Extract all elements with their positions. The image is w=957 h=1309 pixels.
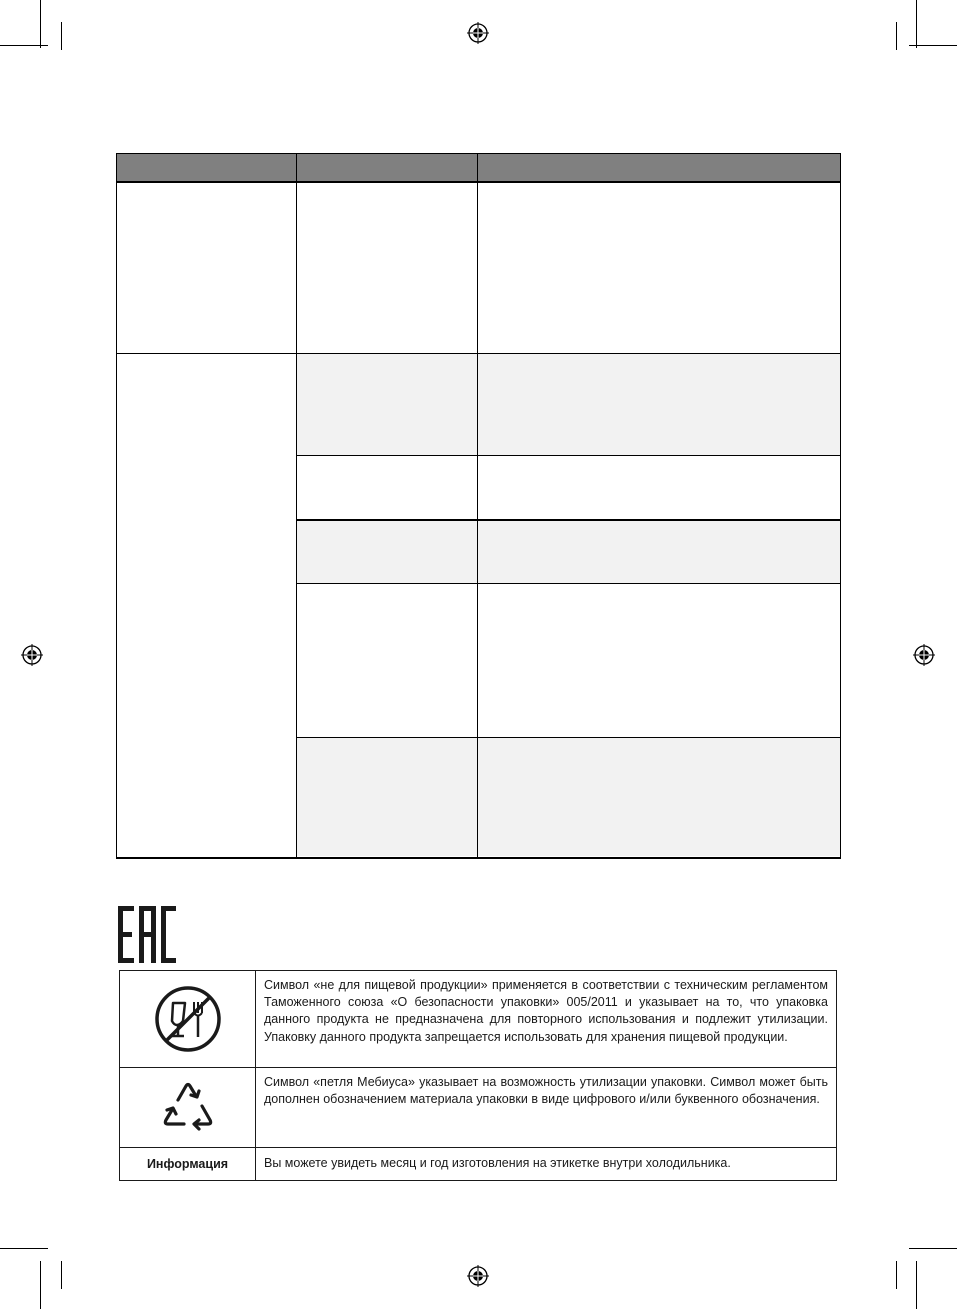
info-label: Информация xyxy=(146,1157,229,1171)
table-row xyxy=(120,1148,836,1180)
row-divider xyxy=(297,737,841,738)
info-label-cell xyxy=(120,1148,256,1180)
column-divider xyxy=(477,153,478,858)
not-for-food-icon xyxy=(154,985,222,1053)
registration-mark-top-icon xyxy=(467,22,489,44)
eac-mark-icon xyxy=(118,906,176,963)
table-cell-shaded xyxy=(297,520,841,583)
symbol-cell xyxy=(120,971,256,1067)
column-divider xyxy=(296,153,297,858)
symbol-description: Символ «петля Мебиуса» указывает на возможность утилизации упаковки. Символ может быть дополнен обозначением материала упаковки в виде цифрового и/или буквенного обозначения. xyxy=(264,1075,828,1107)
registration-mark-right-icon xyxy=(913,644,935,666)
info-text: Вы можете увидеть месяц и год изготовления на этикетке внутри холодильника. xyxy=(264,1156,731,1170)
troubleshooting-table xyxy=(116,153,841,858)
packaging-symbols-table xyxy=(119,970,837,1181)
symbol-description: Символ «не для пищевой продукции» применяется в соответствии с техническим регламентом Таможенного союза «О безопасности упаковки» 005/2011 и указывает на то, что упаковка данного продукта не предназначена для повторного использования и подлежит утилизации. Упаковку данного продукта запрещается использовать для хранения пищевой продукции. xyxy=(264,978,828,1044)
row-divider xyxy=(297,519,841,521)
registration-mark-bottom-icon xyxy=(467,1265,489,1287)
row-divider xyxy=(116,353,841,354)
symbol-cell xyxy=(120,1068,256,1147)
table-row xyxy=(120,971,836,1068)
table-cell-shaded xyxy=(297,738,841,856)
row-divider xyxy=(297,583,841,584)
table-cell-shaded xyxy=(297,354,841,455)
mobius-loop-icon xyxy=(154,1074,222,1142)
table-header-row xyxy=(116,153,841,183)
registration-mark-left-icon xyxy=(21,644,43,666)
row-divider xyxy=(297,455,841,456)
table-row xyxy=(120,1068,836,1148)
